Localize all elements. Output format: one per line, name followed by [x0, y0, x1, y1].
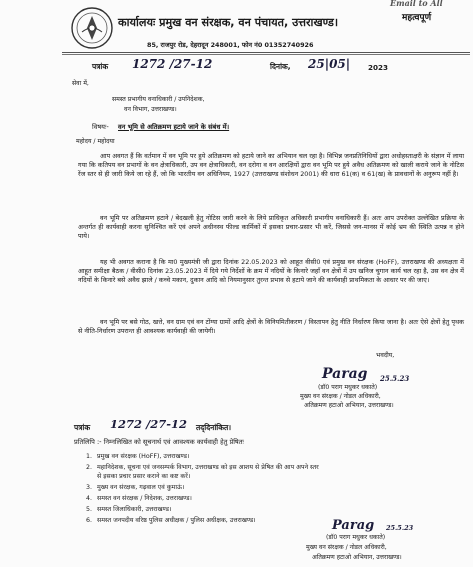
header-rule — [62, 52, 470, 53]
signature-2-name: (डॉ0 पराग मधुकर धकाते) — [326, 534, 386, 541]
letter-no-handwritten: 1272 /27-12 — [132, 57, 213, 71]
paragraph-3: यह भी अवगत कराना है कि मा0 मुख्यमंत्री जी द्वारा दिनांक 22.05.2023 को आहूत वीसी0 एवं प्रमुख वन संरक्षक (HoFF), उत्तराखण्ड की अध्यक्षता में आहूत समीक्षा बैठक / वीसी0 दिनांक 23.05.2023 में दिये गये निर्देशों के क्रम में नदियों के किनारे जहाँ वन क्षेत्रों में उप खनिज चुगान कार्य चल रहा है, उस वन क्षेत्र में नदियों के किनारे बसे अवैध झाले / कच्चे मकान, दुकान आदि को नियमानुसार तुरन्त प्रभाव से हटाये जाने की कार्यवाही प्राथमिकता के आधार पर की जाए। — [78, 258, 464, 285]
office-title: कार्यालयः प्रमुख वन संरक्षक, वन पंचायत, उत्तराखण्ड। — [118, 16, 339, 29]
salutation: महोदय / महोदया — [76, 138, 115, 145]
paragraph-1: आप अवगत हैं कि वर्तमान में वन भूमि पर हुये अतिक्रमण को हटाये जाने का अभियान चल रहा है। विभिन्न जनप्रतिनिधियों द्वारा अधोहस्ताक्षरी के संज्ञान में लाया गया कि कतिपय वन प्रभागों के वन क्षेत्राधिकारी, उप वन क्षेत्राधिकारी, वन दरोगा व वन आरक्षियों द्वारा वन भूमि पर हुये अवैध अतिक्रमण को खाली कराये जाने के नोटिस रेंज स्तर से ही जारी किये जा रहे हैं, जो कि भारतीय वन अधिनियम, 1927 (उत्तराखण्ड संशोधन 2001) की धारा 61(क) व 61(ख) के प्रावधानों के अनुरूप नहीं है। — [78, 152, 464, 179]
paragraph-4: वन भूमि पर बसे गोठ, खत्ते, वन ग्राम एवं वन टोंग्या ग्रामों आदि क्षेत्रों के विनियमितीकरण / विस्तापन हेतु नीति निर्धारण किया जाना है। अतः ऐसे क्षेत्रों हेतु पृथक से नीति-निर्धारण उपरान्त ही आवश्यक कार्यवाही की जायेगी। — [78, 318, 464, 336]
list-item: 4. समस्त वन संरक्षक / निदेशक, उत्तराखण्ड। — [86, 495, 192, 502]
header-rule-2 — [62, 54, 470, 55]
list-item: 5. समस्त जिलाधिकारी, उत्तराखण्ड। — [86, 506, 172, 513]
copy-ref-prefix: पत्रांक — [74, 423, 91, 432]
signature-2-handwritten: Parag — [332, 518, 375, 533]
signature-2-dept: अतिक्रमण हटाओ अभियान, उत्तराखण्ड। — [312, 554, 402, 561]
list-item: 1. प्रमुख वन संरक्षक (HoFF), उत्तराखण्ड। — [86, 453, 190, 460]
letter-no-prefix: पत्रांक — [92, 62, 109, 71]
subject-text: वन भूमि से अतिक्रमण हटाये जाने के संबंध में। — [118, 123, 230, 131]
list-item: 2. महानिदेशक, सूचना एवं जनसम्पर्क विभाग, उत्तराखण्ड को इस आशय से प्रेषित की आप अपने स्तर — [86, 464, 319, 471]
seva-mein: सेवा में, — [72, 80, 89, 87]
signature-2-designation: मुख्य वन संरक्षक / नोडल अधिकारी, — [306, 544, 387, 551]
addressee-line-2: वन विभाग, उत्तराखण्ड। — [124, 106, 177, 113]
copy-ref-handwritten: 1272 /27-12 — [110, 417, 187, 431]
closing: भवदीय, — [376, 352, 395, 359]
uttarakhand-emblem-icon — [70, 6, 114, 50]
priority-label: महत्वपूर्ण — [402, 13, 432, 23]
subject-label: विषयः- — [92, 123, 109, 131]
paragraph-2: वन भूमि पर अतिक्रमण हटाने / बेदखली हेतु नोटिस जारी करने के लिये प्राधिकृत अधिकारी प्रभागीय वनाधिकारी हैं। अतः आप उपरोक्त उल्लेखित प्रक्रिया के अन्तर्गत ही कार्यवाही करना सुनिश्चित करें एवं अपने अधीनस्थ फील्ड कार्मिकों में इसका प्रचार-प्रसार भी करें, जिससे जन-मानस में कोई भ्रम की स्थिति उत्पन्न न होने पाये। — [78, 214, 464, 241]
signature-1-date: 25.5.23 — [380, 374, 410, 383]
copy-intro: प्रतिलिपि :- निम्नलिखित को सूचनार्थ एवं आवश्यक कार्यवाही हेतु प्रेषितः — [74, 438, 244, 446]
list-item: 6. समस्त जनपदीय वरिष्ठ पुलिस अधीक्षक / पुलिस अधीक्षक, उत्तराखण्ड। — [86, 517, 256, 524]
email-stamp: Email to All — [390, 0, 443, 8]
list-item: 3. मुख्य वन संरक्षक, गढ़वाल एवं कुमाऊं। — [86, 484, 185, 491]
signature-2-date: 25.5.23 — [386, 524, 414, 532]
signature-1-dept: अतिक्रमण हटाओ अभियान, उत्तराखण्ड। — [304, 402, 394, 409]
copy-ref-suffix: तद्‌दिनांकित। — [196, 423, 232, 432]
date-handwritten: 25|05| — [308, 57, 351, 71]
date-year: 2023 — [368, 63, 389, 72]
signature-1-name: (डॉ0 पराग मधुकर धकाते) — [318, 384, 378, 391]
addressee-line-1: समस्त प्रभागीय वनाधिकारी / उपनिदेशक, — [112, 96, 205, 103]
list-item: से इसका प्रचार प्रसार कराने का कष्ट करें। — [97, 473, 191, 480]
date-label: दिनांक, — [270, 62, 291, 71]
signature-1-designation: मुख्य वन संरक्षक / नोडल अधिकारी, — [300, 393, 381, 400]
office-address: 85, राजपुर रोड, देहरादून 248001, फोन नं0 01352740926 — [147, 41, 314, 49]
signature-1-handwritten: Parag — [322, 366, 368, 382]
